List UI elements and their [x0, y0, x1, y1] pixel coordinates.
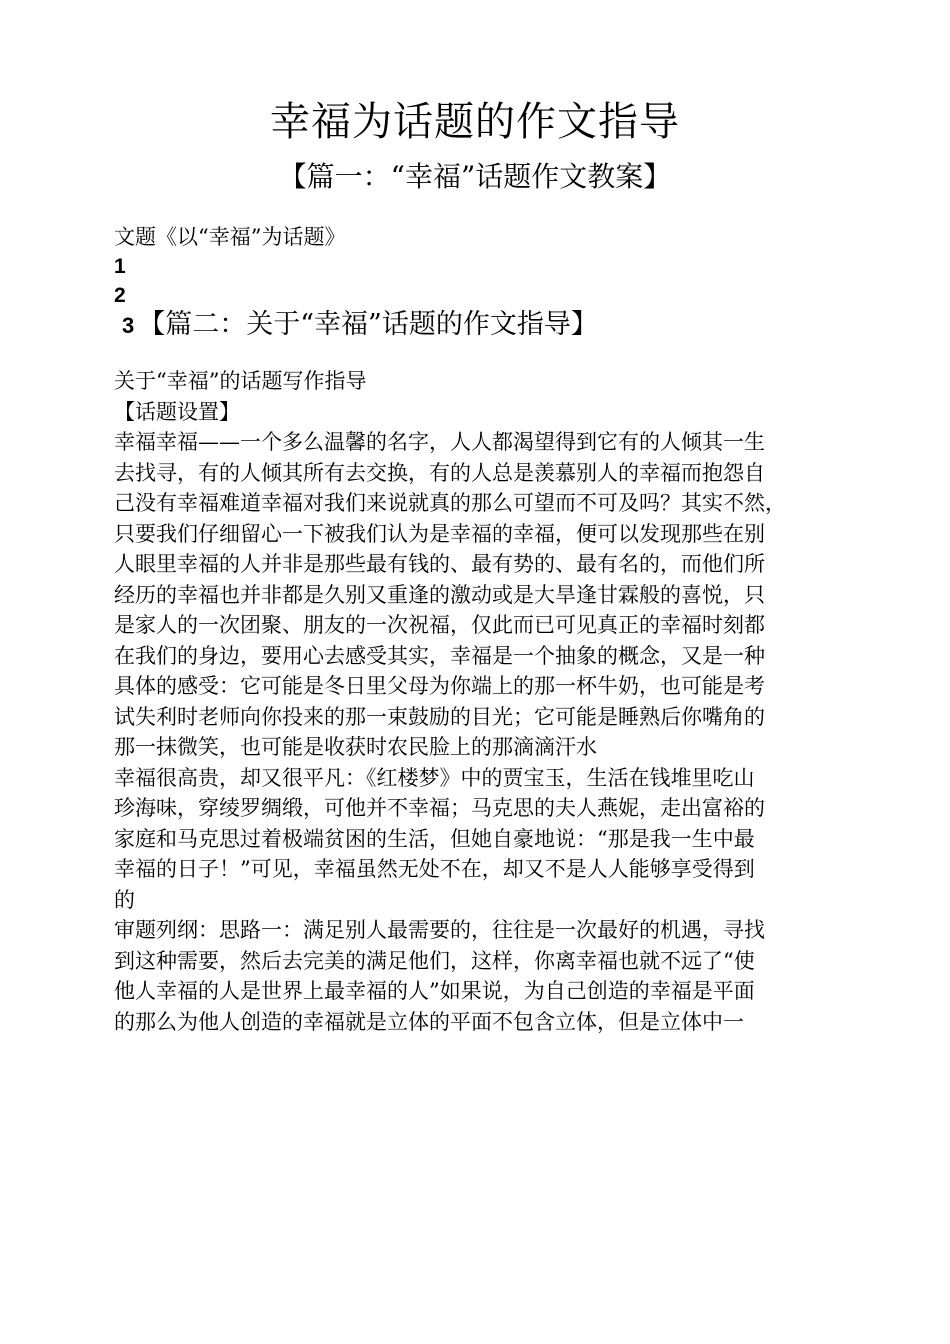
section-two-heading: [122, 305, 598, 346]
list-number-3: 3: [122, 313, 135, 338]
body-line: 在我们的身边，要用心去感受其实，幸福是一个抽象的概念，又是一种: [114, 643, 765, 668]
list-number-2: 2: [114, 284, 126, 307]
section-two-heading-text: 【篇二：关于“幸福”话题的作文指导】: [138, 309, 598, 340]
body-line: 幸福很高贵，却又很平凡：《红楼梦》中的贾宝玉，生活在钱堆里吃山: [114, 765, 755, 790]
body-line: 去找寻，有的人倾其所有去交换，有的人总是羡慕别人的幸福而抱怨自: [114, 460, 765, 485]
body-line: 到这种需要，然后去完美的满足他们，这样，你离幸福也就不远了“使: [114, 948, 755, 973]
list-number-1: 1: [114, 255, 126, 278]
body-line: 审题列纲：思路一：满足别人最需要的，往往是一次最好的机遇，寻找: [114, 918, 765, 942]
body-line: 那一抹微笑，也可能是收获时农民脸上的那滴滴汗水: [114, 735, 597, 759]
body-line: 试失利时老师向你投来的那一束鼓励的目光；它可能是睡熟后你嘴角的: [114, 704, 765, 729]
body-line: 只要我们仔细留心一下被我们认为是幸福的幸福，便可以发现那些在别: [114, 521, 765, 546]
document-title: 幸福为话题的作文指导: [270, 99, 680, 145]
subject-line: 文题《以“幸福”为话题》: [114, 225, 346, 249]
body-line: 幸福幸福——一个多么温馨的名字，人人都渴望得到它有的人倾其一生: [114, 430, 765, 454]
body-line: 的: [114, 887, 135, 912]
body-line: 是家人的一次团聚、朋友的一次祝福，仅此而已可见真正的幸福时刻都: [114, 613, 765, 637]
body-line: 家庭和马克思过着极端贫困的生活，但她自豪地说：“那是我一生中最: [114, 826, 755, 851]
body-line: 他人幸福的人是世界上最幸福的人”如果说，为自己创造的幸福是平面: [114, 979, 755, 1003]
body-line: 的那么为他人创造的幸福就是立体的平面不包含立体，但是立体中一: [114, 1009, 744, 1034]
section-one-heading: 【篇一：“幸福”话题作文教案】: [278, 160, 672, 193]
body-text: [114, 366, 854, 1037]
body-line: 关于“幸福”的话题写作指导: [114, 369, 367, 393]
body-line: 具体的感受：它可能是冬日里父母为你端上的那一杯牛奶，也可能是考: [114, 674, 765, 698]
body-line: 己没有幸福难道幸福对我们来说就真的那么可望而不可及吗？其实不然，: [114, 491, 786, 515]
body-line: 人眼里幸福的人并非是那些最有钱的、最有势的、最有名的，而他们所: [114, 552, 765, 576]
body-line: 经历的幸福也并非都是久别又重逢的激动或是大旱逢甘霖般的喜悦，只: [114, 582, 765, 607]
body-line: 珍海味，穿绫罗绸缎，可他并不幸福；马克思的夫人燕妮，走出富裕的: [114, 796, 765, 820]
body-line: 【话题设置】: [114, 399, 240, 424]
body-line: 幸福的日子！”可见，幸福虽然无处不在，却又不是人人能够享受得到: [114, 857, 755, 881]
